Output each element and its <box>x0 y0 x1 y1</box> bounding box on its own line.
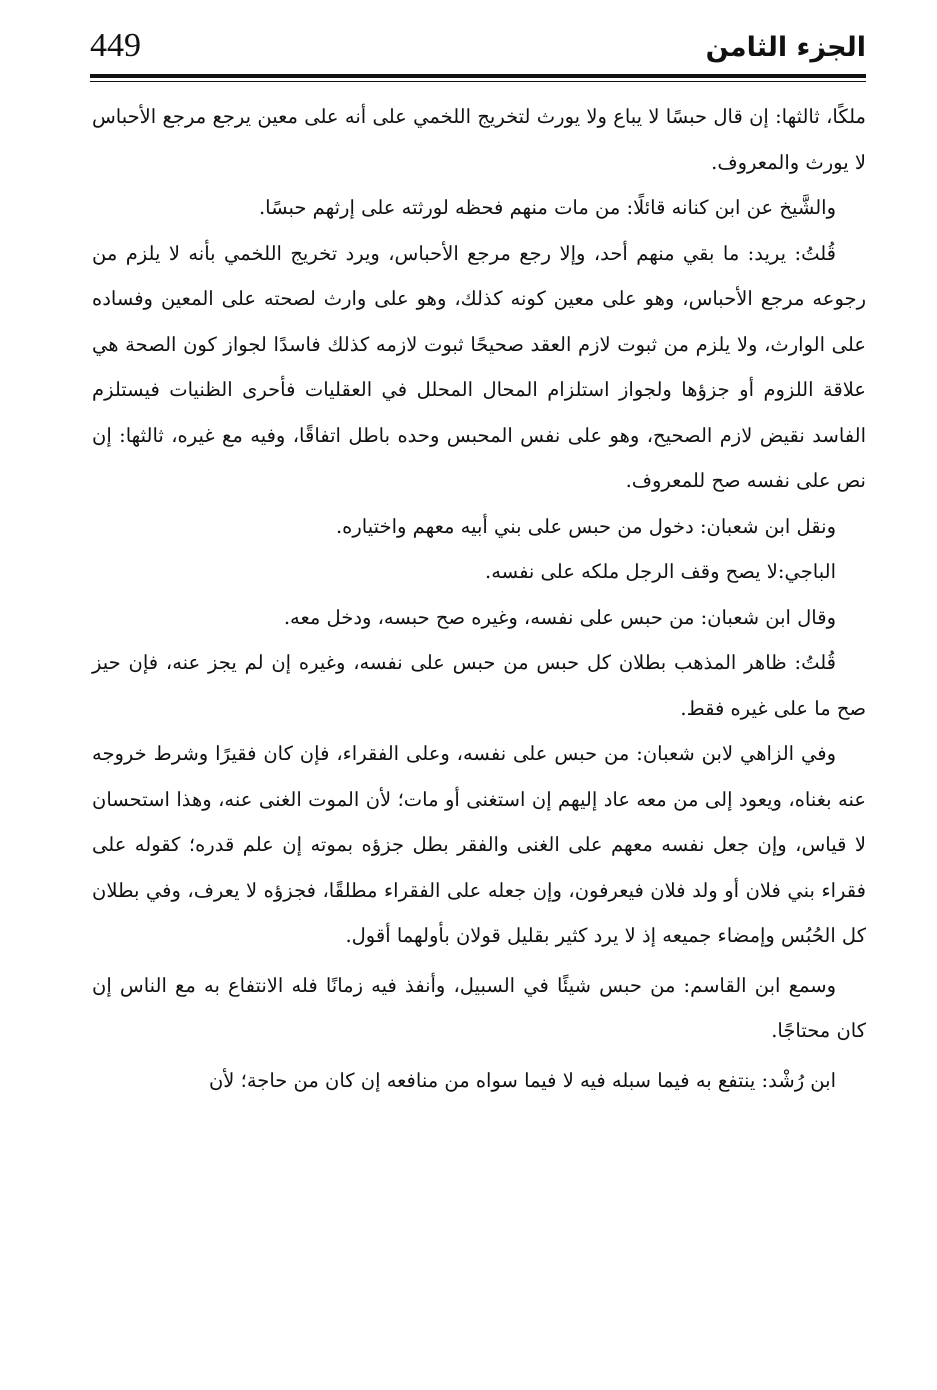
paragraph: ابن رُشْد: ينتفع به فيما سبله فيه لا فيما سواه من منافعه إن كان من حاجة؛ لأن <box>208 1068 836 1092</box>
paragraph: ملكًا، ثالثها: إن قال حبسًا لا يباع ولا يورث لتخريج اللخمي على أنه على معين يرجع مرجع الأحباس لا يورث والمعروف. <box>92 105 866 174</box>
paragraph: والشَّيخ عن ابن كنانه قائلًا: من مات منهم فحظه لورثته على إرثهم حبسًا. <box>258 196 836 219</box>
paragraph: وقال ابن شعبان: من حبس على نفسه، وغيره صح حبسه، ودخل معه. <box>283 605 836 629</box>
paragraph: الباجي:لا يصح وقف الرجل ملكه على نفسه. <box>485 560 836 583</box>
header-rule-thin <box>90 81 866 82</box>
paragraph: قُلتُ: ظاهر المذهب بطلان كل حبس من حبس على نفسه، وغيره إن لم يجز عنه، فإن حيز صح ما على غيره فقط. <box>92 651 866 720</box>
paragraph: وسمع ابن القاسم: من حبس شيئًا في السبيل، وأنفذ فيه زمانًا فله الانتفاع به مع الناس إن كان محتاجًا. <box>92 973 866 1042</box>
page-number: 449 <box>90 27 141 64</box>
paragraph: وفي الزاهي لابن شعبان: من حبس على نفسه، وعلى الفقراء، فإن كان فقيرًا وشرط خروجه عنه بغناه، ويعود إلى من معه عاد إليهم إن استغنى أو مات؛ لأن الموت الغنى عنه، وهذا استحسان لا قياس، وإن جعل نفسه معهم على الغنى والفقر بطل جزؤه بموته إن علم قدره؛ كقوله على فقراء بني فلان أو ولد فلان فيعرفون، وإن جعله على الفقراء مطلقًا، فجزؤه لا يعرف، وفي بطلان كل الحُبُس وإمضاء جميعه إذ لا يرد كثير بقليل قولان بأولهما أقول. <box>92 742 866 947</box>
body-text <box>92 94 866 1103</box>
paragraph: قُلتُ: يريد: ما بقي منهم أحد، وإلا رجع مرجع الأحباس، ويرد تخريج اللخمي بأنه لا يلزم من رجوعه مرجع الأحباس، وهو على معين كونه كذلك، وهو على وارث لصحته على المعين وفساده على الوارث، ولا يلزم من ثبوت لازم العقد صحيحًا ثبوت لازمه كذلك فاسدًا لجواز كون الصحة هي علاقة اللزوم أو جزؤها ولجواز استلزام المحال المحلل في العقليات فأحرى الظنيات فيستلزم الفاسد نقيض لازم الصحيح، وهو على نفس المحبس وحده باطل اتفاقًا، وفيه مع غيره، ثالثها: إن نص على نفسه صح للمعروف. <box>92 241 866 492</box>
page-header <box>90 22 866 72</box>
running-title: الجزء الثامن <box>705 32 866 63</box>
header-rule-thick <box>90 74 866 78</box>
paragraph: ونقل ابن شعبان: دخول من حبس على بني أبيه معهم واختياره. <box>335 514 836 538</box>
